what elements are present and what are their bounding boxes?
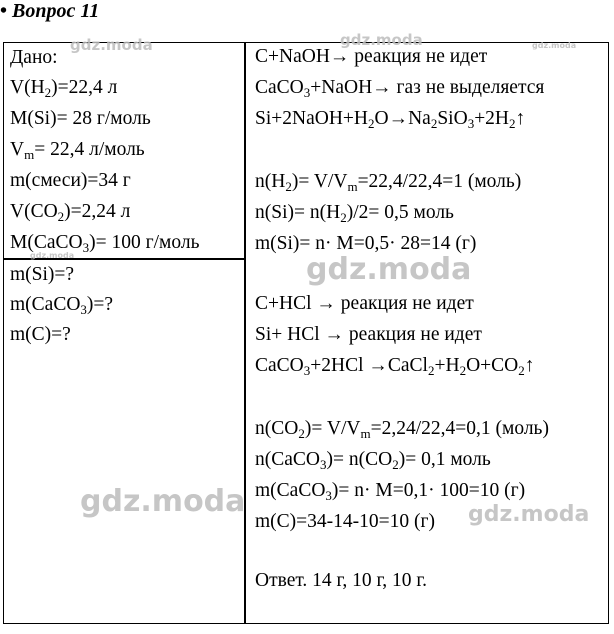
watermark: gdz.moda — [306, 252, 472, 287]
solution-line: n(CaCO$_3$)= $n(CO_2)= 0,1$ моль — [255, 449, 491, 472]
watermark: gdz.moda — [80, 484, 246, 519]
solution-line: m(Si)= n· M=0,5· 28=14 (г) — [255, 233, 477, 254]
given-line: $V(H_2)=22,4$ л — [10, 77, 118, 100]
solution-line: C+NaOH→ реакция не идет — [255, 46, 488, 67]
column-divider — [244, 42, 246, 624]
given-header: Дано: — [10, 47, 58, 68]
find-line: m(CaCO$_3$)=? — [10, 294, 114, 317]
given-line: M(CaCO$_3$)= 100 г/моль — [10, 232, 200, 255]
watermark: gdz.moda — [468, 502, 590, 527]
solution-line: $n(Si)= n(H_2)/2= 0,5$ моль — [255, 202, 454, 225]
solution-line: $n(CO_2)= V/V_m=2,24/22,4=0,1$ (моль) — [255, 418, 549, 441]
question-title-text: Вопрос 11 — [12, 0, 100, 22]
find-line: m(Si)=? — [10, 264, 75, 285]
solution-line: CaCO$_3$+2HCl $\to CaCl_2+H_2O+CO_2↑$ — [255, 355, 535, 378]
given-line: $V(CO_2)=2,24$ л — [10, 201, 131, 224]
given-line: M(Si)= 28 г/моль — [10, 108, 151, 129]
find-line: m(C)=? — [10, 324, 71, 345]
watermark: gdz.moda — [30, 251, 75, 260]
given-find-divider — [3, 258, 245, 260]
watermark: gdz.moda — [340, 31, 423, 49]
solution-line: m(CaCO$_3$)= n· M=0,1· 100=10 (г) — [255, 480, 526, 503]
solution-line: Ответ. 14 г, 10 г, 10 г. — [255, 570, 428, 591]
bullet: • — [0, 0, 8, 22]
watermark: gdz.moda — [532, 41, 577, 50]
watermark: gdz.moda — [70, 36, 153, 54]
given-line: $V_m= 22,4$ л/моль — [10, 139, 145, 162]
question-title — [0, 0, 99, 22]
solution-line: $n(H_2)= V/V_m=22,4/22,4=1$ (моль) — [255, 171, 522, 194]
solution-line: $Si+2NaOH+H_2O\to Na_2SiO_3+2H_2↑$ — [255, 108, 526, 131]
solution-line: C+HCl → реакция не идет — [255, 293, 474, 314]
solution-line: Si+ HCl → реакция не идет — [255, 324, 482, 345]
solution-line: m(C)=34-14-10=10 (г) — [255, 511, 436, 532]
solution-line: CaCO$_3$+NaOH→ газ не выделяется — [255, 77, 545, 100]
given-line: m(смеси)=34 г — [10, 170, 131, 191]
